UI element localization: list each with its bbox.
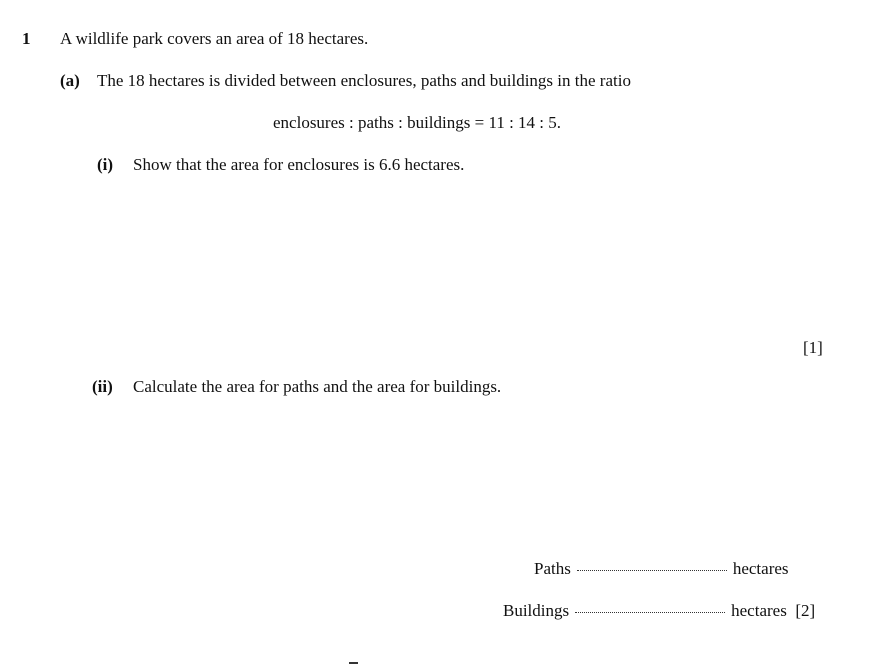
part-ii-label: (ii) <box>92 377 113 396</box>
answer-blank-buildings[interactable] <box>575 611 725 613</box>
part-i-label: (i) <box>97 155 114 174</box>
answer-line-paths <box>534 559 789 579</box>
part-ii-text: Calculate the area for paths and the area for buildings. <box>133 377 502 396</box>
working-space-i[interactable] <box>97 185 817 325</box>
part-ii-marks: [2] <box>795 601 816 620</box>
question-intro: A wildlife park covers an area of 18 hectares. <box>60 29 369 48</box>
answer-blank-paths[interactable] <box>577 569 727 571</box>
answer-unit-buildings: hectares <box>731 601 787 620</box>
part-i-text: Show that the area for enclosures is 6.6 hectares. <box>133 155 465 174</box>
ratio-statement: enclosures : paths : buildings = 11 : 14 : 5. <box>273 113 562 132</box>
question-number: 1 <box>22 29 31 48</box>
part-i-marks: [1] <box>803 338 823 357</box>
part-a-label: (a) <box>60 71 80 90</box>
answer-unit-paths: hectares <box>732 559 789 578</box>
working-space-ii[interactable] <box>97 405 817 545</box>
answer-label-buildings: Buildings <box>503 601 570 620</box>
answer-line-buildings <box>503 601 815 621</box>
page-edge-fragment <box>349 662 358 664</box>
answer-label-paths: Paths <box>534 559 571 578</box>
part-a-text: The 18 hectares is divided between enclosures, paths and buildings in the ratio <box>97 71 631 90</box>
